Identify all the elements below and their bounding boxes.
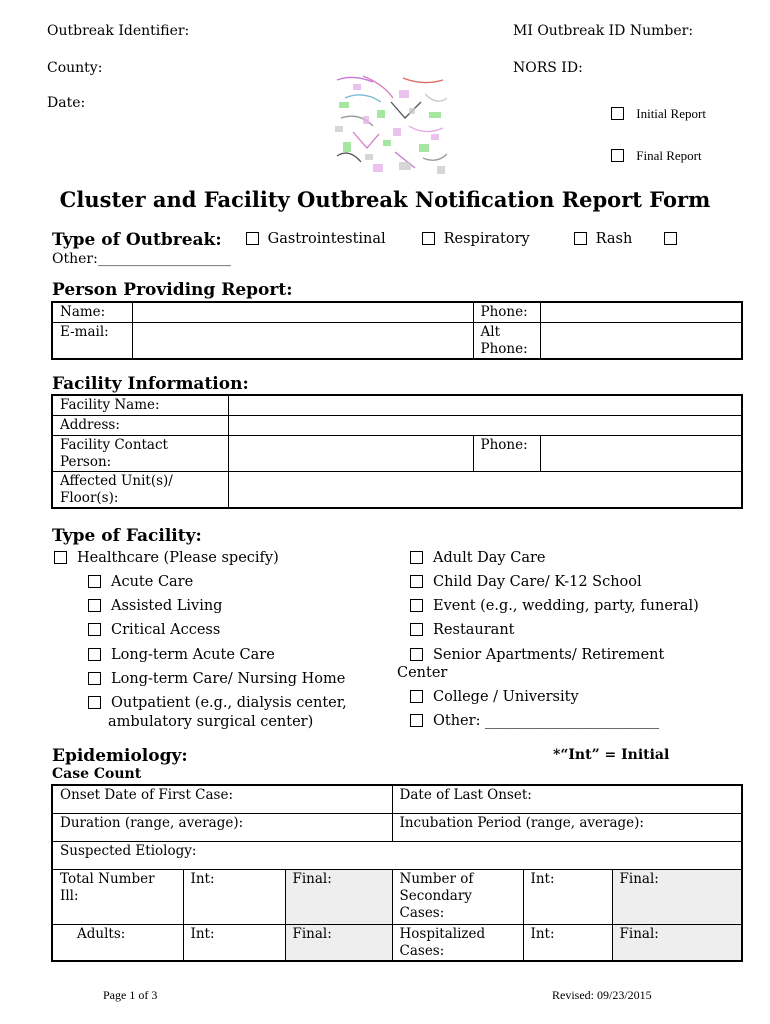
healthcare-label: Healthcare (Please specify) <box>77 550 279 566</box>
page-number: Page 1 of 3 <box>103 988 158 1002</box>
phone-field[interactable] <box>540 302 742 322</box>
facility-name-field[interactable] <box>228 395 742 415</box>
department-logo <box>333 72 451 180</box>
other-facility-label: Other: ________________________ <box>433 713 660 729</box>
facility-phone-label: Phone: <box>473 435 540 471</box>
secondary-cases-label: Number of Secondary Cases: <box>392 869 523 924</box>
initial-report-option[interactable] <box>611 106 706 122</box>
long-term-acute-care-checkbox[interactable] <box>88 648 101 661</box>
total-ill-int-cell[interactable]: Int: <box>183 869 285 924</box>
revised-date: Revised: 09/23/2015 <box>552 988 652 1002</box>
hospitalized-final-cell[interactable]: Final: <box>612 924 742 961</box>
initial-report-checkbox[interactable] <box>611 107 624 120</box>
restaurant-label: Restaurant <box>433 622 515 638</box>
gastrointestinal-label: Gastrointestinal <box>267 231 386 247</box>
int-note: *“Int” = Initial <box>553 747 670 763</box>
college-checkbox[interactable] <box>410 690 423 703</box>
phone-label: Phone: <box>473 302 540 322</box>
long-term-care-checkbox[interactable] <box>88 672 101 685</box>
healthcare-option[interactable] <box>54 550 279 566</box>
email-field[interactable] <box>132 322 473 359</box>
address-label: Address: <box>52 415 228 435</box>
healthcare-checkbox[interactable] <box>54 551 67 564</box>
critical-access-label: Critical Access <box>111 622 221 638</box>
secondary-cases-final-cell[interactable]: Final: <box>612 869 742 924</box>
respiratory-label: Respiratory <box>443 231 530 247</box>
acute-care-label: Acute Care <box>111 574 194 590</box>
name-label: Name: <box>52 302 132 322</box>
respiratory-option[interactable] <box>422 231 530 247</box>
type-of-facility-heading: Type of Facility: <box>52 526 202 546</box>
other-facility-option[interactable] <box>410 713 659 729</box>
facility-information-heading: Facility Information: <box>52 374 249 394</box>
restaurant-checkbox[interactable] <box>410 623 423 636</box>
total-ill-label: Total Number Ill: <box>52 869 183 924</box>
critical-access-option[interactable] <box>88 622 220 638</box>
address-field[interactable] <box>228 415 742 435</box>
senior-apartments-label: Senior Apartments/ Retirement <box>433 647 665 663</box>
senior-apartments-option[interactable] <box>410 647 664 663</box>
date-label: Date: <box>47 95 86 111</box>
acute-care-checkbox[interactable] <box>88 575 101 588</box>
event-option[interactable] <box>410 598 699 614</box>
adult-day-care-option[interactable] <box>410 550 546 566</box>
adults-final-cell[interactable]: Final: <box>285 924 392 961</box>
facility-contact-label: Facility Contact Person: <box>52 435 228 471</box>
rash-checkbox[interactable] <box>574 232 587 245</box>
epidemiology-heading: Epidemiology: <box>52 746 188 766</box>
rash-label: Rash <box>595 231 633 247</box>
adults-label: Adults: <box>52 924 183 961</box>
event-label: Event (e.g., wedding, party, funeral) <box>433 598 699 614</box>
case-count-table <box>51 784 743 962</box>
email-label: E-mail: <box>52 322 132 359</box>
assisted-living-option[interactable] <box>88 598 222 614</box>
outbreak-identifier-label: Outbreak Identifier: <box>47 23 190 39</box>
alt-phone-label: Alt Phone: <box>473 322 540 359</box>
secondary-cases-int-cell[interactable]: Int: <box>523 869 612 924</box>
onset-last-case-cell[interactable]: Date of Last Onset: <box>392 785 742 813</box>
final-report-checkbox[interactable] <box>611 149 624 162</box>
form-title: Cluster and Facility Outbreak Notification Report Form <box>59 187 711 212</box>
outpatient-label: Outpatient (e.g., dialysis center, <box>111 695 347 711</box>
adult-day-care-label: Adult Day Care <box>433 550 546 566</box>
facility-information-table <box>51 394 743 509</box>
person-providing-report-heading: Person Providing Report: <box>52 280 293 300</box>
college-label: College / University <box>433 689 579 705</box>
event-checkbox[interactable] <box>410 599 423 612</box>
other-outbreak-label: Other:___________________ <box>52 251 231 267</box>
other-facility-checkbox[interactable] <box>410 714 423 727</box>
alt-phone-field[interactable] <box>540 322 742 359</box>
mi-outbreak-id-label: MI Outbreak ID Number: <box>513 23 694 39</box>
long-term-acute-care-option[interactable] <box>88 647 275 663</box>
critical-access-checkbox[interactable] <box>88 623 101 636</box>
affected-units-label: Affected Unit(s)/ Floor(s): <box>52 471 228 508</box>
hospitalized-int-cell[interactable]: Int: <box>523 924 612 961</box>
long-term-care-label: Long-term Care/ Nursing Home <box>111 671 346 687</box>
affected-units-field[interactable] <box>228 471 742 508</box>
acute-care-option[interactable] <box>88 574 193 590</box>
respiratory-checkbox[interactable] <box>422 232 435 245</box>
type-of-outbreak-heading: Type of Outbreak: <box>52 230 222 250</box>
senior-apartments-checkbox[interactable] <box>410 648 423 661</box>
nors-id-label: NORS ID: <box>513 60 583 76</box>
rash-option[interactable] <box>574 231 632 247</box>
college-option[interactable] <box>410 689 579 705</box>
child-day-care-option[interactable] <box>410 574 642 590</box>
long-term-acute-care-label: Long-term Acute Care <box>111 647 275 663</box>
senior-apartments-label-continued: Center <box>397 665 448 681</box>
outpatient-checkbox[interactable] <box>88 696 101 709</box>
initial-report-label: Initial Report <box>636 106 706 121</box>
duration-cell[interactable]: Duration (range, average): <box>52 813 392 841</box>
child-day-care-label: Child Day Care/ K-12 School <box>433 574 642 590</box>
suspected-etiology-cell[interactable]: Suspected Etiology: <box>52 841 742 869</box>
gastrointestinal-option[interactable] <box>246 231 386 247</box>
outpatient-option[interactable] <box>88 695 347 711</box>
outpatient-label-continued: ambulatory surgical center) <box>108 714 314 730</box>
final-report-option[interactable] <box>611 148 702 164</box>
hospitalized-cases-label: Hospitalized Cases: <box>392 924 523 961</box>
final-report-label: Final Report <box>636 148 702 163</box>
assisted-living-checkbox[interactable] <box>88 599 101 612</box>
child-day-care-checkbox[interactable] <box>410 575 423 588</box>
gastrointestinal-checkbox[interactable] <box>246 232 259 245</box>
person-providing-report-table <box>51 301 743 360</box>
other-outbreak-option[interactable] <box>664 231 677 247</box>
case-count-heading: Case Count <box>52 766 142 782</box>
adults-int-cell[interactable]: Int: <box>183 924 285 961</box>
other-outbreak-checkbox[interactable] <box>664 232 677 245</box>
onset-first-case-cell[interactable]: Onset Date of First Case: <box>52 785 392 813</box>
restaurant-option[interactable] <box>410 622 515 638</box>
county-label: County: <box>47 60 103 76</box>
total-ill-final-cell[interactable]: Final: <box>285 869 392 924</box>
facility-contact-field[interactable] <box>228 435 473 471</box>
facility-phone-field[interactable] <box>540 435 742 471</box>
adult-day-care-checkbox[interactable] <box>410 551 423 564</box>
assisted-living-label: Assisted Living <box>111 598 223 614</box>
name-field[interactable] <box>132 302 473 322</box>
long-term-care-option[interactable] <box>88 671 345 687</box>
incubation-period-cell[interactable]: Incubation Period (range, average): <box>392 813 742 841</box>
facility-name-label: Facility Name: <box>52 395 228 415</box>
